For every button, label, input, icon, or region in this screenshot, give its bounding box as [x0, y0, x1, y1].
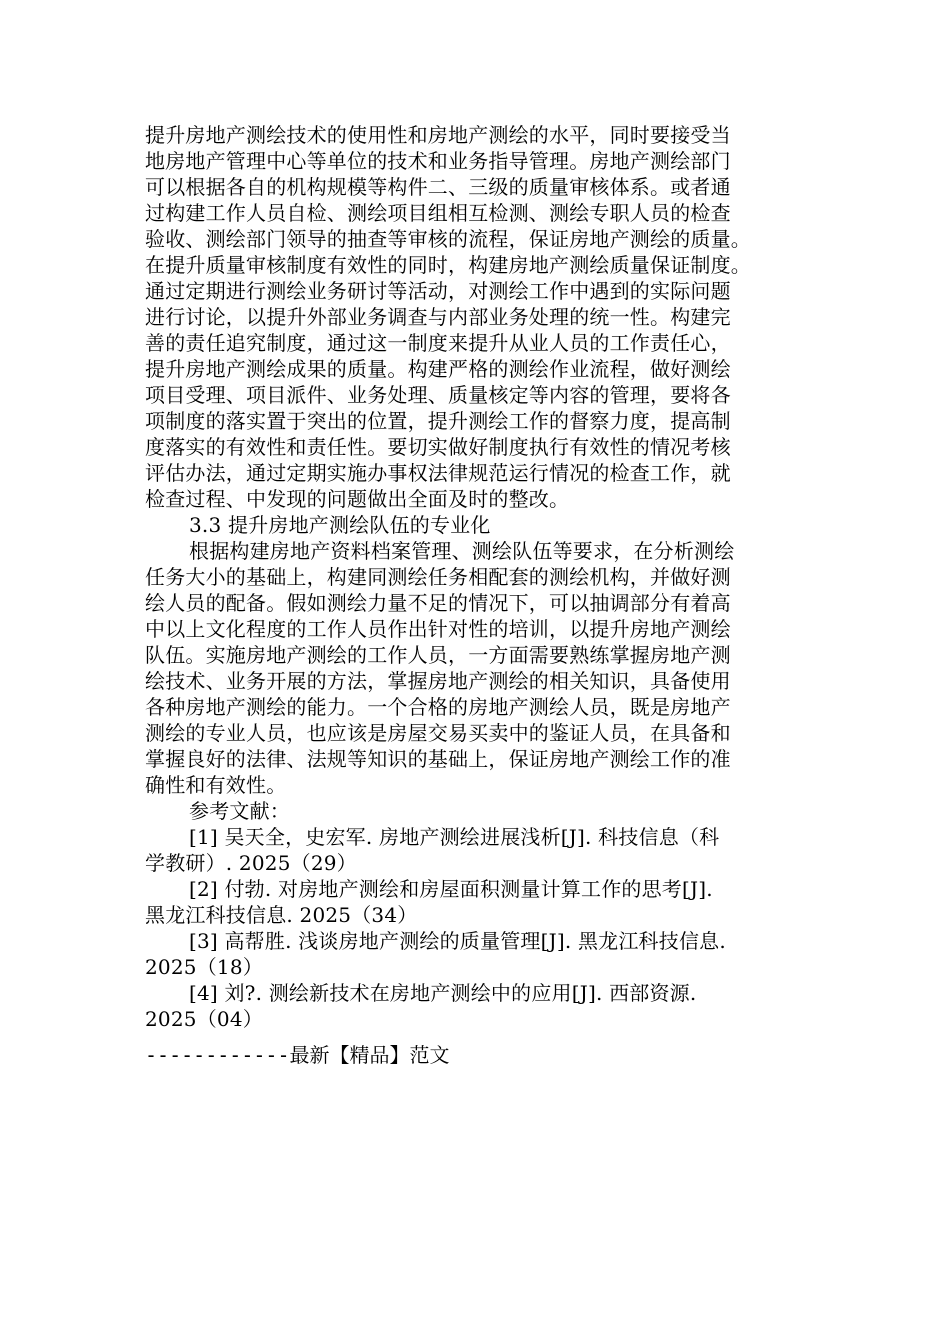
text-line: 掌握良好的法律、法规等知识的基础上，保证房地产测绘工作的准 [145, 747, 731, 771]
reference-item [145, 928, 815, 980]
footer-label: 最新【精品】范文 [289, 1043, 450, 1067]
text-line: [2] 付勃. 对房地产测绘和房屋面积测量计算工作的思考[J]. [189, 877, 713, 901]
text-line: 绘人员的配备。假如测绘力量不足的情况下，可以抽调部分有着高 [145, 591, 731, 615]
text-line: 度落实的有效性和责任性。要切实做好制度执行有效性的情况考核 [145, 435, 731, 459]
reference-item [145, 980, 815, 1032]
footer-dashes: ------------ [145, 1043, 290, 1067]
paragraph-team-professionalization [145, 538, 815, 798]
text-line: 项制度的落实置于突出的位置，提升测绘工作的督察力度，提高制 [145, 409, 731, 433]
section-heading: 3.3 提升房地产测绘队伍的专业化 [189, 513, 491, 537]
text-line: 进行讨论，以提升外部业务调查与内部业务处理的统一性。构建完 [145, 305, 731, 329]
text-line: 任务大小的基础上，构建同测绘任务相配套的测绘机构，并做好测 [145, 565, 731, 589]
references-list [145, 824, 815, 1032]
text-line: [4] 刘?. 测绘新技术在房地产测绘中的应用[J]. 西部资源. [189, 981, 697, 1005]
reference-item [145, 824, 815, 876]
text-line: 地房地产管理中心等单位的技术和业务指导管理。房地产测绘部门 [145, 149, 731, 173]
text-line: 确性和有效性。 [145, 773, 287, 797]
text-line: 善的责任追究制度，通过这一制度来提升从业人员的工作责任心， [145, 331, 731, 355]
references-title: 参考文献： [189, 799, 290, 823]
text-line: 测绘的专业人员，也应该是房屋交易买卖中的鉴证人员，在具备和 [145, 721, 731, 745]
text-line: 评估办法，通过定期实施办事权法律规范运行情况的检查工作，就 [145, 461, 731, 485]
text-line: 队伍。实施房地产测绘的工作人员，一方面需要熟练掌握房地产测 [145, 643, 731, 667]
page-footer [145, 1042, 450, 1068]
text-line: [3] 高帮胜. 浅谈房地产测绘的质量管理[J]. 黑龙江科技信息. [189, 929, 726, 953]
paragraph-quality-management [145, 122, 815, 512]
text-line: 学教研）. 2025（29） [145, 851, 357, 875]
text-line: 根据构建房地产资料档案管理、测绘队伍等要求，在分析测绘 [189, 539, 735, 563]
text-line: 提升房地产测绘技术的使用性和房地产测绘的水平，同时要接受当 [145, 123, 731, 147]
reference-item [145, 876, 815, 928]
text-line: 中以上文化程度的工作人员作出针对性的培训，以提升房地产测绘 [145, 617, 731, 641]
text-line: 各种房地产测绘的能力。一个合格的房地产测绘人员，既是房地产 [145, 695, 731, 719]
document-body [145, 122, 815, 1032]
text-line: 可以根据各自的机构规模等构件二、三级的质量审核体系。或者通 [145, 175, 731, 199]
text-line: 通过定期进行测绘业务研讨等活动，对测绘工作中遇到的实际问题 [145, 279, 731, 303]
text-line: 过构建工作人员自检、测绘项目组相互检测、测绘专职人员的检查 [145, 201, 731, 225]
text-line: 验收、测绘部门领导的抽查等审核的流程，保证房地产测绘的质量。 [145, 227, 751, 251]
text-line: 提升房地产测绘成果的质量。构建严格的测绘作业流程，做好测绘 [145, 357, 731, 381]
text-line: 2025（04） [145, 1007, 263, 1031]
text-line: 项目受理、项目派件、业务处理、质量核定等内容的管理，要将各 [145, 383, 731, 407]
text-line: [1] 吴天全，史宏军. 房地产测绘进展浅析[J]. 科技信息（科 [189, 825, 720, 849]
text-line: 黑龙江科技信息. 2025（34） [145, 903, 418, 927]
text-line: 检查过程、中发现的问题做出全面及时的整改。 [145, 487, 570, 511]
text-line: 在提升质量审核制度有效性的同时，构建房地产测绘质量保证制度。 [145, 253, 751, 277]
text-line: 绘技术、业务开展的方法，掌握房地产测绘的相关知识，具备使用 [145, 669, 731, 693]
text-line: 2025（18） [145, 955, 263, 979]
